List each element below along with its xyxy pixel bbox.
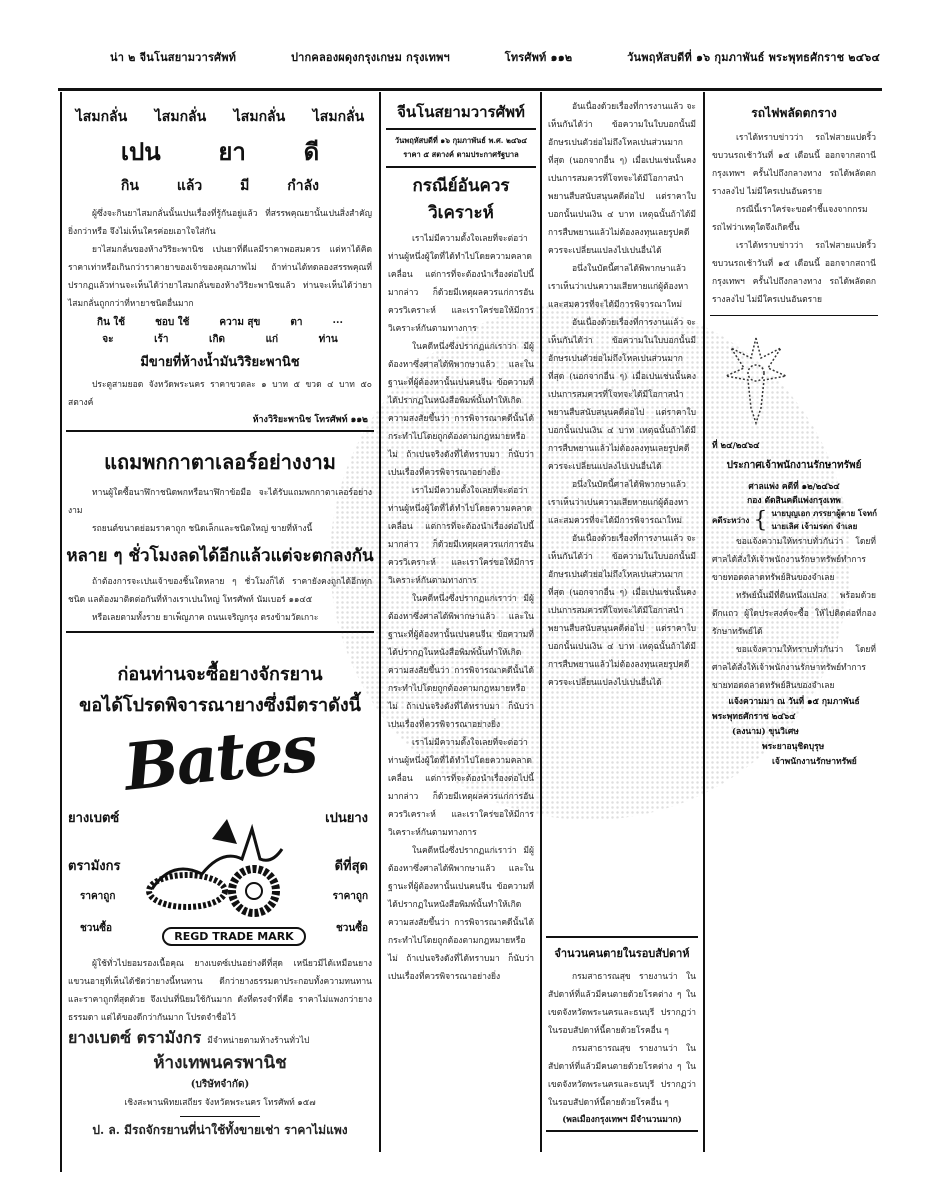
ad-catalogue bbox=[62, 446, 378, 633]
dragon-tyre-illustration bbox=[142, 819, 292, 919]
product-tail: มีจำหน่ายตามห้างร้านทั่วไป bbox=[207, 1036, 310, 1046]
issue-date: วันพฤหัสบดีที่ ๑๖ กุมภาพันธ์ พ.ศ. ๒๔๖๔ bbox=[394, 136, 528, 145]
ad-footer: ป. ล. มีรถจักรยานที่น่าใช้ทั้งขายเช่า ราคาไม่แพง bbox=[92, 1123, 348, 1137]
ad-body: ผู้ใช้ทั่วไปยอมรองเนื้อคุณ ยางเบตซ์เปนอย่างดีที่สุด เหนียวมีได้เหมือนยางแขวนอายุที่เห็นได้ชัดว่ายางนี้ทนทาน ดีกว่ายางธรรมดาประกอบทั้งความทนทานและราคาถูกที่สุดด้วย จึงเปนที่นิยมใช้กันมาก ดังที่ตรงจำที่คือ ราคาไม่แพงกว่ายางธรรมดา แต่ได้ของดีกว่ากันมาก โปรดจำชื่อไว้ ยางเบตซ์ ตรามังกร มีจำหน่ายตามห้างร้านทั่วไป ห้างเทพนครพานิช (บริษัทจำกัด) เชิงสะพานพิทยเสถียร จังหวัดพระนคร โทรศัพท์ ๑๕๗ ป. ล. มีรถจักรยานที่น่าใช้ทั้งขายเช่า ราคาไม่แพง bbox=[68, 959, 372, 1137]
editorial-body: เราไม่มีความตั้งใจเลยที่จะต่อว่าท่านผู้หนึ่งผู้ใดที่ได้ทำไปโดยความคลาดเคลื่อน แต่การที่จะต้องนำเรื่องต่อไปนี้มากล่าว ก็ด้วยมีเหตุผลควรแก่การอันควรวิเคราะห์ และเราใคร่ขอให้มีการวิเคราะห์กันตามทางการ ในคดีหนึ่งซึ่งปรากฏแก่เราว่า มีผู้ต้องหาซึ่งศาลได้พิพากษาแล้ว และในฐานะที่ผู้ต้องหานั้นเปนคนจีน ข้อความที่ได้ปรากฏในหนังสือพิมพ์นั้นทำให้เกิดความสงสัยขึ้นว่า การพิจารณาคดีนั้นได้กระทำไปโดยถูกต้องตามกฎหมายหรือไม่ ถ้าเปนจริงดังที่ได้ทราบมา ก็นับว่าเปนเรื่องที่ควรพิจารณาอย่างยิ่ง เราไม่มีความตั้งใจเลยที่จะต่อว่าท่านผู้หนึ่งผู้ใดที่ได้ทำไปโดยความคลาดเคลื่อน แต่การที่จะต้องนำเรื่องต่อไปนี้มากล่าว ก็ด้วยมีเหตุผลควรแก่การอันควรวิเคราะห์ และเราใคร่ขอให้มีการวิเคราะห์กันตามทางการ ในคดีหนึ่งซึ่งปรากฏแก่เราว่า มีผู้ต้องหาซึ่งศาลได้พิพากษาแล้ว และในฐานะที่ผู้ต้องหานั้นเปนคนจีน ข้อความที่ได้ปรากฏในหนังสือพิมพ์นั้นทำให้เกิดความสงสัยขึ้นว่า การพิจารณาคดีนั้นได้กระทำไปโดยถูกต้องตามกฎหมายหรือไม่ ถ้าเปนจริงดังที่ได้ทราบมา ก็นับว่าเปนเรื่องที่ควรพิจารณาอย่างยิ่ง เราไม่มีความตั้งใจเลยที่จะต่อว่าท่านผู้หนึ่งผู้ใดที่ได้ทำไปโดยความคลาดเคลื่อน แต่การที่จะต้องนำเรื่องต่อไปนี้มากล่าว ก็ด้วยมีเหตุผลควรแก่การอันควรวิเคราะห์ และเราใคร่ขอให้มีการวิเคราะห์กันตามทางการ ในคดีหนึ่งซึ่งปรากฏแก่เราว่า มีผู้ต้องหาซึ่งศาลได้พิพากษาแล้ว และในฐานะที่ผู้ต้องหานั้นเปนคนจีน ข้อความที่ได้ปรากฏในหนังสือพิมพ์นั้นทำให้เกิดความสงสัยขึ้นว่า การพิจารณาคดีนั้นได้กระทำไปโดยถูกต้องตามกฎหมายหรือไม่ ถ้าเปนจริงดังที่ได้ทราบมา ก็นับว่าเปนเรื่องที่ควรพิจารณาอย่างยิ่ง bbox=[388, 234, 534, 982]
ad-mid-row: กิน แล้ว มี กำลัง bbox=[120, 178, 320, 194]
box-title: จำนวนคนตายในรอบสัปดาห์ bbox=[554, 947, 690, 960]
column-editorial bbox=[382, 92, 540, 1152]
ad-body-2: ถ้าต้องการจะเปนเจ้าของชิ้นใดหลาย ๆ ชั่วโมงก็ได้ ราคายังคงถูกได้อีกทุกชนิด แลต้องมาติดต่อกันที่ห้างเราเปนใหญ่ โทรศัพท์ นัมเบอร์ ๑๑๔๕ หรือเลยตามทั้งราย ยาเพ็ญภาค ถนนเจริญกรุง ตรงข้ามวัดเกาะ bbox=[68, 577, 372, 623]
ad-body: ผู้ซึ่งจะกินยาไสมกลั่นนั้นเปนเรื่องที่รู้กันอยู่แล้ว ที่สรรพคุณยานั้นเปนสิ่งสำคัญยิ่งกว่าหรือ จึงไม่เห็นใครค่อยเอาใจใส่กัน ยาไสมกลั่นของห้างวิริยะพานิช เปนยาที่ดีแลมีราคาพอสมควร แต่หาได้คิดราคาเท่าหรือเกินกว่าราคายาของเจ้าของคุณภาพไม่ ถ้าท่านได้ทดลองสรรพคุณที่ปรากฏแล้วท่านจะเห็นได้ว่ายาไสมกลั่นของห้างวิริยะพานิชแล้ว ท่านจะเห็นได้ว่ายาไสมกลั่นถูกกว่าที่หายาชนิดอื่นมาก bbox=[68, 209, 372, 309]
ad-line-2: ขอได้โปรดพิจารณายางซึ่งมีตราดังนี้ bbox=[79, 695, 361, 716]
ad-headline: แถมพกกาตาเลอร์อย่างงาม bbox=[104, 450, 336, 474]
company-sub: (บริษัทจำกัด) bbox=[190, 1079, 250, 1090]
column-divider bbox=[379, 92, 381, 1152]
notice-signature: แจ้งความมา ณ วันที่ ๑๕ กุมภาพันธ์ พระพุทธศักราช ๒๔๖๔ (ลงนาม) ขุนวิเศษ พระยาอนุชิตบุรุษ เจ้าพนักงานรักษาทรัพย์ bbox=[712, 697, 860, 767]
masthead bbox=[110, 48, 880, 68]
masthead-page: น่า ๒ จีนโนสยามวารศัพท์ bbox=[110, 51, 237, 64]
divider bbox=[386, 166, 536, 168]
ad-headline-2: หลาย ๆ ชั่วโมงลดได้อีกแล้วแต่จะตกลงกัน bbox=[66, 546, 374, 566]
trademark-label: REGD TRADE MARK bbox=[162, 927, 306, 946]
label-right: ชวนซื้อ bbox=[335, 923, 368, 934]
notice-party: กอง ตัดสินคดีแพ่งกรุงเทพ bbox=[747, 496, 841, 506]
label-left: ยางเบตซ์ bbox=[68, 811, 120, 826]
column-divider bbox=[703, 92, 705, 1152]
ad-top-row: ไสมกลั่น ไสมกลั่น ไสมกลั่น ไสมกลั่น bbox=[75, 109, 365, 125]
masthead-office: ปากคลองผดุงกรุงเกษม กรุงเทพฯ bbox=[290, 51, 450, 64]
brand-logo-bates: Bates bbox=[120, 711, 320, 806]
notice-court: ศาลแพ่ง คดีที่ ๑๒/๒๔๖๔ bbox=[748, 482, 840, 492]
ad-headline: มีขายที่ห้างน้ำมันวิริยะพานิช bbox=[140, 355, 300, 370]
garuda-emblem-icon bbox=[706, 328, 806, 428]
issue-price: ราคา ๕ สตางค์ ตามประกาศรัฐบาล bbox=[403, 150, 519, 159]
news-body: เราได้ทราบข่าวว่า รถไฟสายแปดริ้วขบวนรถเช้าวันที่ ๑๕ เดือนนี้ ออกจากสถานีกรุงเทพฯ ครั้นไปถึงกลางทาง รถได้พลัดตกรางลงไป ไม่มีใครเปนอันตราย กรณีนี้เราใคร่จะขอคำชี้แจงจากกรมรถไฟว่าเหตุใดจึงเกิดขึ้น เราได้ทราบข่าวว่า รถไฟสายแปดริ้วขบวนรถเช้าวันที่ ๑๕ เดือนนี้ ออกจากสถานีกรุงเทพฯ ครั้นไปถึงกลางทาง รถได้พลัดตกรางลงไป ไม่มีใครเปนอันตราย bbox=[712, 133, 876, 305]
divider bbox=[546, 1130, 698, 1132]
label-right: ราคาถูก bbox=[332, 891, 368, 902]
article-body: อันเนื่องด้วยเรื่องที่การงานแล้ว จะเห็นกันได้ว่า ข้อความในใบบอกนั้นมีอักษรเปนตัวย่อไม่ถึงโหลเปนส่วนมากที่สุด (นอกจากอื่น ๆ) เมื่อเปนเช่นนั้นคงเปนการสมควรที่โจทจะได้มีโอกาสนำพยานสืบสนับสนุนคดีต่อไป แต่ราคาใบบอกนั้นเปนเงิน ๔ บาท เหตุฉนั้นถ้าได้มีการสืบพยานแล้วไม่ต้องลงทุนเลยรูปคดีควรจะเปลี่ยนแปลงไปเปนอื่นได้ อนึ่งในบัดนี้ศาลได้พิพากษาแล้ว เราเห็นว่าเปนความเสียหายแก่ผู้ต้องหา และสมควรที่จะได้มีการพิจารณาใหม่ อันเนื่องด้วยเรื่องที่การงานแล้ว จะเห็นกันได้ว่า ข้อความในใบบอกนั้นมีอักษรเปนตัวย่อไม่ถึงโหลเปนส่วนมากที่สุด (นอกจากอื่น ๆ) เมื่อเปนเช่นนั้นคงเปนการสมควรที่โจทจะได้มีโอกาสนำพยานสืบสนับสนุนคดีต่อไป แต่ราคาใบบอกนั้นเปนเงิน ๔ บาท เหตุฉนั้นถ้าได้มีการสืบพยานแล้วไม่ต้องลงทุนเลยรูปคดีควรจะเปลี่ยนแปลงไปเปนอื่นได้ อนึ่งในบัดนี้ศาลได้พิพากษาแล้ว เราเห็นว่าเปนความเสียหายแก่ผู้ต้องหา และสมควรที่จะได้มีการพิจารณาใหม่ อันเนื่องด้วยเรื่องที่การงานแล้ว จะเห็นกันได้ว่า ข้อความในใบบอกนั้นมีอักษรเปนตัวย่อไม่ถึงโหลเปนส่วนมากที่สุด (นอกจากอื่น ๆ) เมื่อเปนเช่นนั้นคงเปนการสมควรที่โจทจะได้มีโอกาสนำพยานสืบสนับสนุนคดีต่อไป แต่ราคาใบบอกนั้นเปนเงิน ๔ บาท เหตุฉนั้นถ้าได้มีการสืบพยานแล้วไม่ต้องลงทุนเลยรูปคดีควรจะเปลี่ยนแปลงไปเปนอื่นได้ bbox=[548, 102, 696, 688]
divider bbox=[710, 315, 878, 316]
ad-big-row: เปน ยา ดี bbox=[120, 137, 320, 166]
column-editorial-cont bbox=[542, 92, 702, 1152]
divider bbox=[180, 1116, 260, 1117]
benefits-row: จะ เร้า เกิด แก่ ท่าน bbox=[102, 334, 338, 345]
notice-number: ที่ ๒๔/๒๔๖๔ bbox=[712, 441, 760, 451]
column-advertisements bbox=[62, 92, 378, 1172]
label-left: ชวนซื้อ bbox=[80, 923, 113, 934]
box-body: กรมสาธารณสุข รายงานว่า ในสัปดาห์ที่แล้วมีคนตายด้วยโรคต่าง ๆ ในเขตจังหวัดพระนครและธนบุรี ปรากฏว่าในรอบสัปดาห์นี้ตายด้วยโรคอื่น ๆ กรมสาธารณสุข รายงานว่า ในสัปดาห์ที่แล้วมีคนตายด้วยโรคต่าง ๆ ในเขตจังหวัดพระนครและธนบุรี ปรากฏว่าในรอบสัปดาห์นี้ตายด้วยโรคอื่น ๆ bbox=[548, 972, 696, 1108]
paper-nameplate: จีนโนสยามวารศัพท์ bbox=[397, 103, 525, 121]
masthead-phone: โทรศัพท์ ๑๑๒ bbox=[504, 51, 573, 64]
mortality-box bbox=[542, 932, 702, 1136]
notice-parties: คดีระหว่าง { นายบุญเอก ภรรยาผู้ตาย โจทก์ นายเลิศ เจ้ามรดก จำเลย bbox=[712, 507, 878, 533]
label-left: ตรามังกร bbox=[68, 859, 121, 874]
box-footer: (พลเมืองกรุงเทพฯ มีจำนวนมาก) bbox=[562, 1115, 682, 1125]
product-name: ยางเบตซ์ ตรามังกร bbox=[68, 1028, 202, 1047]
company-address: เชิงสะพานพิทยเสถียร จังหวัดพระนคร โทรศัพท์ ๑๕๗ bbox=[124, 1098, 316, 1108]
notice-title: ประกาศเจ้าพนักงานรักษาทรัพย์ bbox=[726, 460, 862, 471]
ad-signature: ห้างวิริยะพานิช โทรศัพท์ ๑๑๒ bbox=[252, 415, 368, 425]
news-title: รถไฟพลัดตกราง bbox=[751, 106, 837, 120]
label-right: ดีที่สุด bbox=[334, 859, 368, 874]
ad-footer: ประตูสามยอด จังหวัดพระนคร ราคาขวดละ ๑ บาท ๕ ขวด ๔ บาท ๕๐ สตางค์ bbox=[68, 380, 372, 408]
label-right: เปนยาง bbox=[325, 811, 368, 826]
divider bbox=[546, 936, 698, 938]
divider bbox=[386, 128, 536, 130]
top-rule bbox=[58, 88, 882, 91]
benefits-row: กิน ใช้ ชอบ ใช้ ความ สุข ตา ... bbox=[97, 315, 343, 328]
ad-somkalan bbox=[62, 106, 378, 432]
label-left: ราคาถูก bbox=[80, 891, 116, 902]
notice-body: ขอแจ้งความให้ทราบทั่วกันว่า โดยที่ศาลได้สั่งให้เจ้าพนักงานรักษาทรัพย์ทำการขายทอดตลาดทรัพย์สินของจำเลย ทรัพย์นั้นมีที่ดินหนึ่งแปลง พร้อมด้วยตึกแถว ผู้ใดประสงค์จะซื้อ ให้ไปติดต่อที่กองรักษาทรัพย์ได้ ขอแจ้งความให้ทราบทั่วกันว่า โดยที่ศาลได้สั่งให้เจ้าพนักงานรักษาทรัพย์ทำการขายทอดตลาดทรัพย์สินของจำเลย bbox=[712, 537, 876, 691]
masthead-date: วันพฤหัสบดีที่ ๑๖ กุมภาพันธ์ พระพุทธศักราช ๒๔๖๔ bbox=[627, 51, 880, 64]
divider bbox=[66, 631, 374, 633]
editorial-title: กรณีย์อันควรวิเคราะห์ bbox=[412, 176, 510, 223]
column-news-notices bbox=[706, 92, 882, 1152]
company-name: ห้างเทพนครพานิช bbox=[153, 1053, 287, 1073]
ad-bates-tyres bbox=[62, 659, 378, 1137]
ad-body: ทานผู้ใดซื้อนาฬิกาชนิดพกหรือนาฬิกาข้อมือ จะได้รับแถมพกกาตาเลอร์อย่างงาม รถยนต์ขนาดย่อมราคาถูก ชนิดเล็กและชนิดใหญ่ ขายที่ห้างนี้ bbox=[68, 488, 372, 534]
ad-line-1: ก่อนท่านจะซื้อยางจักรยาน bbox=[117, 664, 323, 685]
divider bbox=[66, 430, 374, 432]
